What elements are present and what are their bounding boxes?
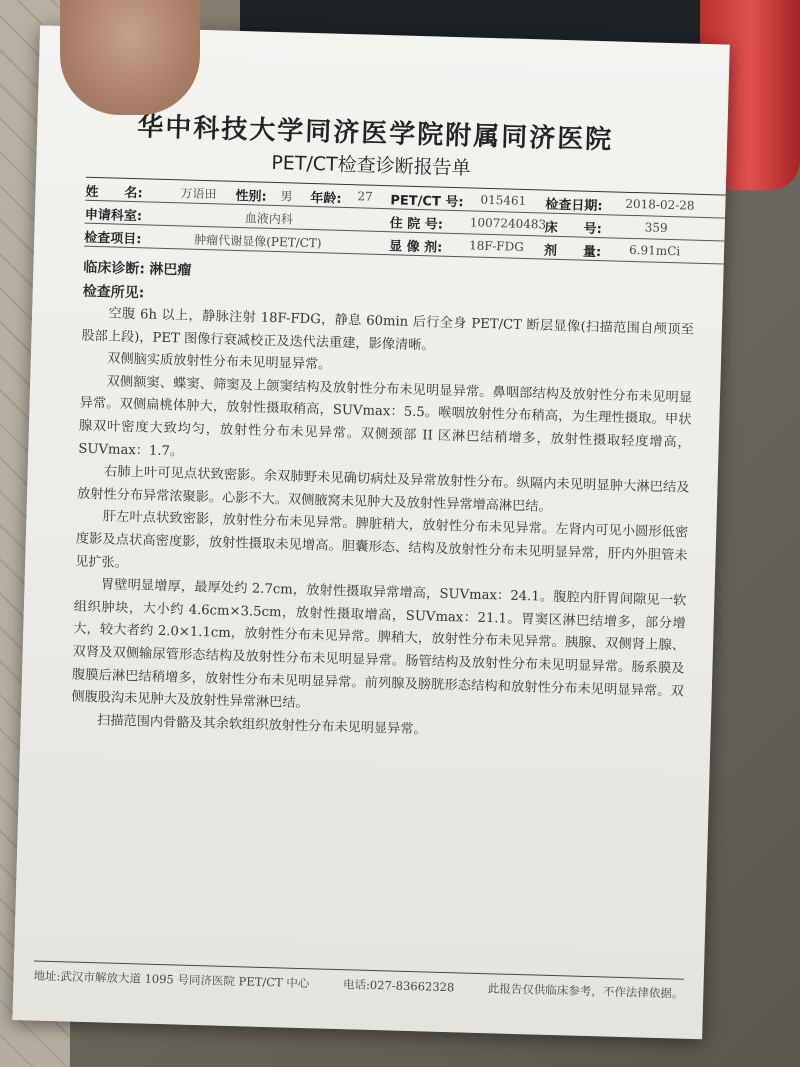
footer-phone: 电话:027-83662328: [342, 977, 455, 995]
footer: [33, 961, 683, 1002]
age-value: 27: [357, 189, 373, 204]
gender-value: 男: [280, 189, 293, 204]
footer-address: 地址:武汉市解放大道 1095 号同济医院 PET/CT 中心: [33, 968, 310, 991]
petct-no-label: PET/CT 号:: [390, 193, 464, 211]
findings-label: 检查所见:: [82, 283, 145, 302]
admission-value: 1007240483: [469, 215, 547, 232]
age-label: 年龄:: [310, 190, 342, 207]
agent-value: 18F-FDG: [468, 238, 524, 254]
report-title: PET/CT检查诊断报告单: [271, 151, 471, 180]
dose-label: 剂 量:: [543, 243, 602, 261]
holding-hand: [60, 0, 200, 115]
patient-info-table: [84, 177, 726, 265]
petct-no-value: 015461: [480, 192, 527, 209]
bed-label: 床 号:: [544, 220, 603, 238]
paragraph: 扫描范围内骨骼及其余软组织放射性分布未见明显异常。: [96, 712, 427, 738]
paragraph: 肝左叶点状致密影，放射性分布未见异常。脾脏稍大，放射性分布未见异常。左肾内可见小圆形低密度影及点状高密度影，放射性摄取未见增高。胆囊形态、结构及放射性分布未见明显异常，肝内外胆管未见扩张。: [74, 509, 689, 571]
agent-label: 显 像 剂:: [388, 239, 443, 256]
paragraph: 胃壁明显增厚，最厚处约 2.7cm，放射性摄取异常增高，SUVmax：24.1。腹腔内肝胃间隙见一软组织肿块，大小约 4.6cm×3.5cm，放射性摄取增高，SUVmax：21.1。胃窦区淋巴结增多，部分增大，较大者约 2.0×1.1cm，放射性分布未见异常。脾稍大，放射性分布未见异常。胰腺、双侧肾上腺、双肾及双侧输尿管形态结构及放射性分布未见明显异常。肠管结构及放射性分布未见明显异常。肠系膜及腹膜后淋巴结稍增多，放射性分布未见明显异常。前列腺及膀胱形态结构和放射性分布未见明显异常。双侧腹股沟未见肿大及放射性异常淋巴结。: [71, 577, 687, 712]
exam-date-value: 2018-02-28: [625, 196, 695, 213]
name-label: 姓 名:: [85, 184, 143, 202]
exam-date-label: 检查日期:: [545, 197, 603, 215]
dept-label: 申请科室:: [84, 207, 143, 225]
bed-value: 359: [644, 220, 668, 235]
paragraph: 双侧脑实质放射性分布未见明显异常。: [107, 351, 332, 373]
clinical-diagnosis-value: 淋巴瘤: [149, 261, 192, 279]
clinical-diagnosis-label: 临床诊断:: [83, 259, 146, 278]
findings-body: [70, 303, 694, 749]
exam-item-label: 检查项目:: [84, 230, 142, 248]
admission-label: 住 院 号:: [389, 216, 444, 233]
clinical-diagnosis: [83, 257, 192, 280]
gender-label: 性别:: [235, 188, 267, 205]
name-value: 万语田: [180, 186, 217, 202]
report-sheet: [12, 25, 730, 1039]
paragraph: 右肺上叶可见点状致密影。余双肺野未见确切病灶及异常放射性分布。纵隔内未见明显肿大淋巴结及放射性分布异常浓聚影。心影不大。双侧腋窝未见肿大及放射性异常增高淋巴结。: [76, 464, 690, 515]
footer-disclaimer: 此报告仅供临床参考，不作法律依据。: [487, 981, 684, 1001]
hospital-name: 华中科技大学同济医学院附属同济医院: [136, 112, 614, 156]
exam-item-value: 肿瘤代谢显像(PET/CT): [194, 232, 322, 251]
paragraph: 空腹 6h 以上，静脉注射 18F-FDG，静息 60min 后行全身 PET/CT 断层显像(扫描范围自颅顶至股部上段)，PET 图像行衰减校正及迭代法重建，影像清晰。: [81, 306, 695, 354]
dose-value: 6.91mCi: [628, 242, 681, 259]
dept-value: 血液内科: [244, 211, 294, 227]
paragraph: 双侧额窦、蝶窦、筛窦及上颌窦结构及放射性分布未见明显异常。鼻咽部结构及放射性分布未见明显异常。双侧扁桃体肿大，放射性摄取稍高，SUVmax：5.5。喉咽放射性分布稍高，为生理性摄取。甲状腺双叶密度大致均匀，放射性分布未见异常。双侧颈部 II 区淋巴结稍增多，放射性摄取轻度增高，SUVmax：1.7。: [78, 374, 693, 460]
